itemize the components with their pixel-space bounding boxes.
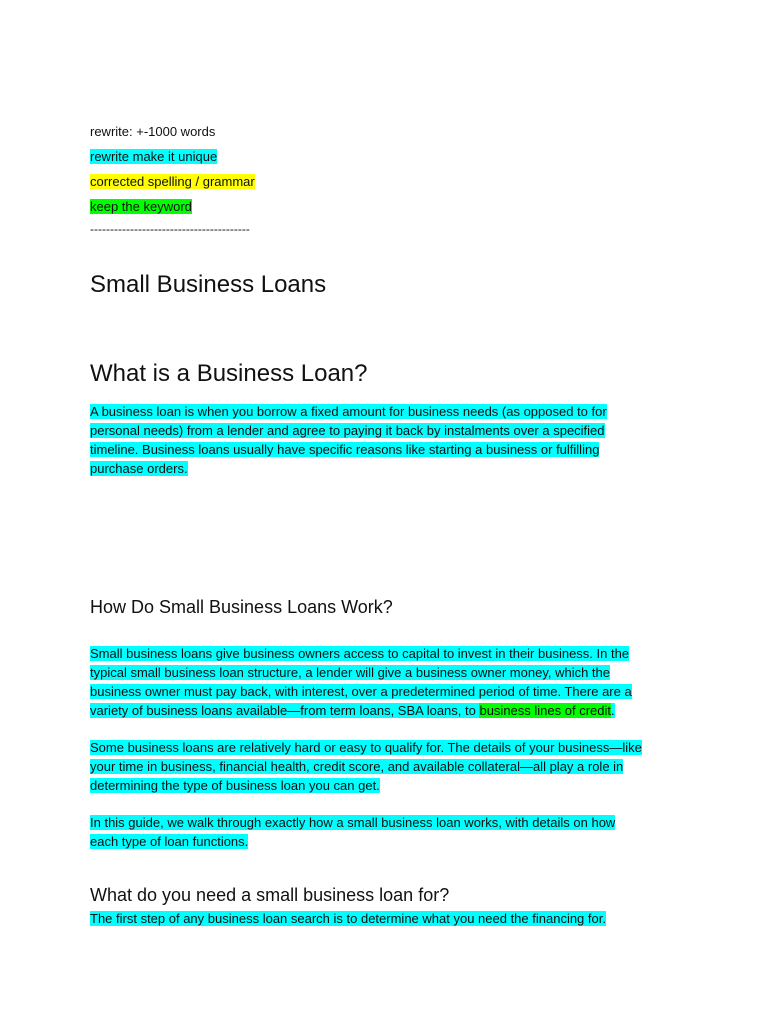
paragraph-need-for — [90, 909, 606, 928]
paragraph-line: timeline. Business loans usually have specific reasons like starting a business or fulfilling — [90, 442, 600, 457]
paragraph-what-is — [90, 402, 607, 478]
instruction-spelling — [90, 172, 255, 191]
instruction-keyword — [90, 197, 192, 216]
paragraph-line: business owner must pay back, with interest, over a predetermined period of time. There are a — [90, 684, 632, 699]
instruction-spelling-text: corrected spelling / grammar — [90, 174, 255, 189]
instruction-word-count — [90, 122, 215, 141]
instruction-unique-text: rewrite make it unique — [90, 149, 218, 164]
paragraph-line: A business loan is when you borrow a fixed amount for business needs (as opposed to for — [90, 404, 607, 419]
paragraph-line: The first step of any business loan search is to determine what you need the financing for. — [90, 911, 606, 926]
document-title: Small Business Loans — [90, 271, 327, 298]
paragraph-how-work-1 — [90, 644, 632, 720]
instruction-unique — [90, 147, 217, 166]
paragraph-line: purchase orders. — [90, 461, 188, 476]
paragraph-line: In this guide, we walk through exactly how a small business loan works, with details on how — [90, 815, 616, 830]
instruction-divider: ---------------------------------------- — [90, 222, 250, 236]
paragraph-line: your time in business, financial health, credit score, and available collateral—all play a role in — [90, 759, 624, 774]
section-heading-need-for: What do you need a small business loan for? — [90, 885, 450, 905]
paragraph-line-end: . — [610, 703, 615, 718]
paragraph-how-work-3 — [90, 813, 615, 851]
paragraph-line: Small business loans give business owners access to capital to invest in their business. In the — [90, 646, 630, 661]
instruction-word-count-text: rewrite: +-1000 words — [90, 124, 216, 139]
section-heading-how-work: How Do Small Business Loans Work? — [90, 597, 393, 617]
paragraph-line: typical small business loan structure, a lender will give a business owner money, which the — [90, 665, 611, 680]
paragraph-line: each type of loan functions. — [90, 834, 249, 849]
paragraph-line: Some business loans are relatively hard or easy to qualify for. The details of your business—like — [90, 740, 642, 755]
paragraph-line: determining the type of business loan you can get. — [90, 778, 380, 793]
instruction-keyword-text: keep the keyword — [90, 199, 192, 214]
paragraph-how-work-2 — [90, 738, 642, 795]
keyword-highlight: business lines of credit — [479, 703, 611, 718]
paragraph-line: variety of business loans available—from term loans, SBA loans, to — [90, 703, 480, 718]
section-heading-what-is: What is a Business Loan? — [90, 360, 368, 387]
paragraph-line: personal needs) from a lender and agree to paying it back by instalments over a specified — [90, 423, 605, 438]
